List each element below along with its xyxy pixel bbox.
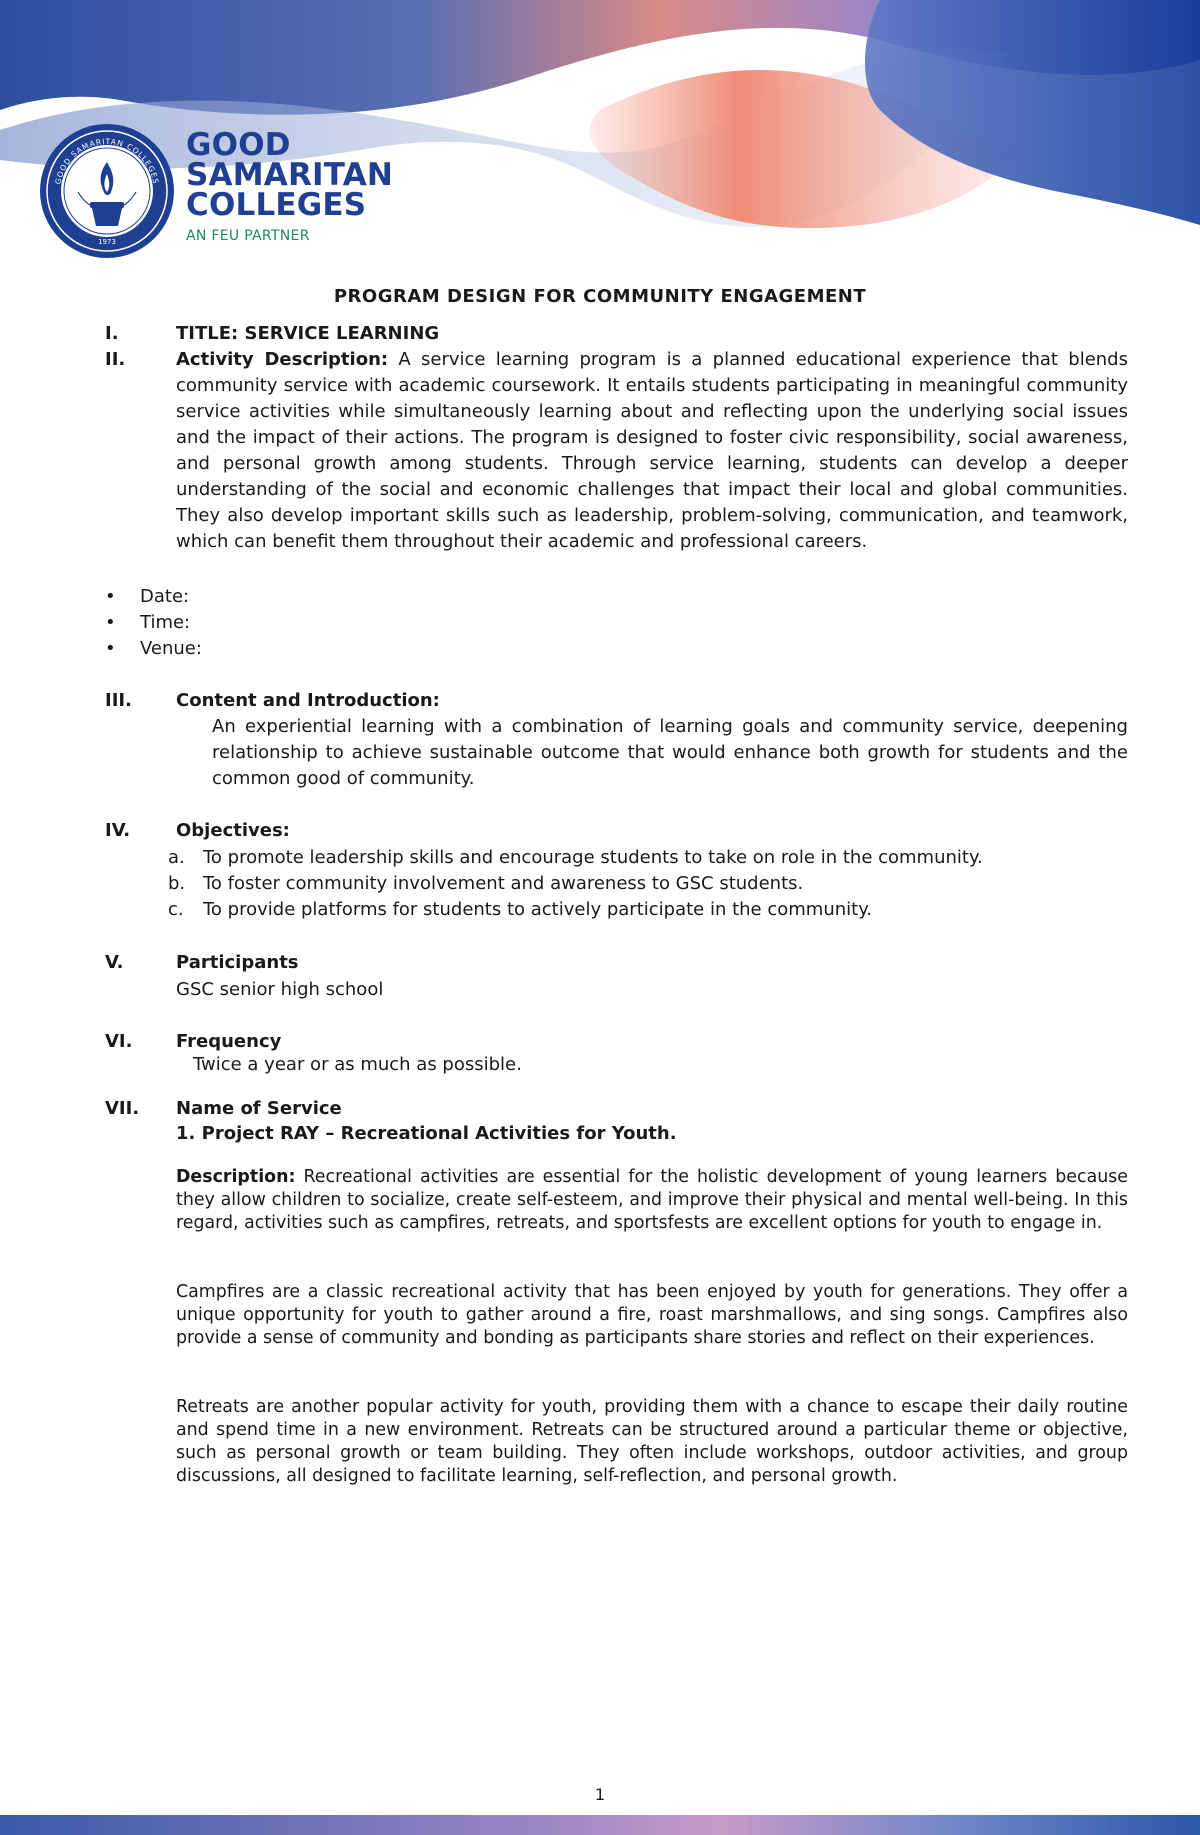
section-7-number: VII. xyxy=(105,1098,140,1119)
brand-line-3: COLLEGES xyxy=(186,187,367,223)
bullet-icon: • xyxy=(105,586,116,607)
section-2-number: II. xyxy=(105,349,126,370)
section-6-body: Twice a year or as much as possible. xyxy=(193,1054,522,1075)
section-6-heading: Frequency xyxy=(176,1031,282,1052)
section-1-heading: TITLE: SERVICE LEARNING xyxy=(176,323,440,344)
seal-text: GOOD SAMARITAN COLLEGES xyxy=(53,136,161,186)
section-1-number: I. xyxy=(105,323,119,344)
project-title: 1. Project RAY – Recreational Activities for Youth. xyxy=(176,1123,677,1144)
detail-label: Date: xyxy=(140,586,190,607)
retreats-paragraph: Retreats are another popular activity for youth, providing them with a chance to escape their daily routine and spend time in a new environment. Retreats can be structured around a particular theme or objective, such as personal growth or team building. They often include workshops, outdoor activities, and group discussions, all designed to facilitate learning, self-reflection, and personal growth. xyxy=(176,1397,1128,1486)
project-description xyxy=(176,1166,1128,1235)
section-3-heading: Content and Introduction: xyxy=(176,690,440,711)
bullet-icon: • xyxy=(105,612,116,633)
brand-wordmark xyxy=(186,127,394,244)
page-title: PROGRAM DESIGN FOR COMMUNITY ENGAGEMENT xyxy=(333,286,867,307)
section-2-body: A service learning program is a planned educational experience that blends community service with academic coursework. It entails students participating in meaningful community service activities while simultaneously learning about and reflecting upon the underlying social issues and the impact of their actions. The program is designed to foster civic responsibility, social awareness, and personal growth among students. Through service learning, students can develop a deeper understanding of the social and economic challenges that impact their local and global communities. They also develop important skills such as leadership, problem-solving, communication, and teamwork, which can benefit them throughout their academic and professional careers. xyxy=(176,349,1128,552)
section-5-heading: Participants xyxy=(176,952,299,973)
objective-item xyxy=(168,897,872,923)
detail-label: Venue: xyxy=(140,638,202,659)
objective-text: To promote leadership skills and encourage students to take on role in the community. xyxy=(203,847,983,868)
section-2-heading: Activity Description: xyxy=(176,349,389,370)
objective-item xyxy=(168,871,803,897)
detail-label: Time: xyxy=(140,612,191,633)
section-2-paragraph xyxy=(176,347,1128,555)
section-5-body: GSC senior high school xyxy=(176,979,384,1000)
objective-letter: a. xyxy=(168,847,185,868)
objective-text: To provide platforms for students to actively participate in the community. xyxy=(203,899,873,920)
section-5-number: V. xyxy=(105,952,124,973)
section-4-number: IV. xyxy=(105,820,131,841)
section-3-body: An experiential learning with a combination of learning goals and community service, deepening relationship to achieve sustainable outcome that would enhance both growth for students and the common good of community. xyxy=(212,716,1128,789)
college-seal-logo xyxy=(38,122,176,260)
footer-band xyxy=(0,1815,1200,1835)
brand-tagline: AN FEU PARTNER xyxy=(186,228,310,244)
description-label: Description: xyxy=(176,1167,296,1187)
header-wave-banner xyxy=(0,0,1200,240)
seal-year: 1973 xyxy=(98,238,116,246)
page-number: 1 xyxy=(594,1785,606,1804)
bullet-icon: • xyxy=(105,638,116,659)
objective-letter: b. xyxy=(168,873,186,894)
campfires-paragraph: Campfires are a classic recreational activity that has been enjoyed by youth for generations. They offer a unique opportunity for youth to gather around a fire, roast marshmallows, and sing songs. Campfires also provide a sense of community and bonding as participants share stories and reflect on their experiences. xyxy=(176,1282,1128,1348)
section-7-heading: Name of Service xyxy=(176,1098,342,1119)
section-3-number: III. xyxy=(105,690,132,711)
section-6-number: VI. xyxy=(105,1031,133,1052)
brand-line-1: GOOD xyxy=(186,127,291,163)
objective-text: To foster community involvement and awareness to GSC students. xyxy=(203,873,804,894)
brand-line-2: SAMARITAN xyxy=(186,157,394,193)
description-body: Recreational activities are essential for the holistic development of young learners because they allow children to socialize, create self-esteem, and improve their physical and mental well-being. In this regard, activities such as campfires, retreats, and sportsfests are excellent options for youth to engage in. xyxy=(176,1167,1129,1233)
objective-letter: c. xyxy=(168,899,184,920)
objective-item xyxy=(168,845,983,871)
section-4-heading: Objectives: xyxy=(176,820,290,841)
